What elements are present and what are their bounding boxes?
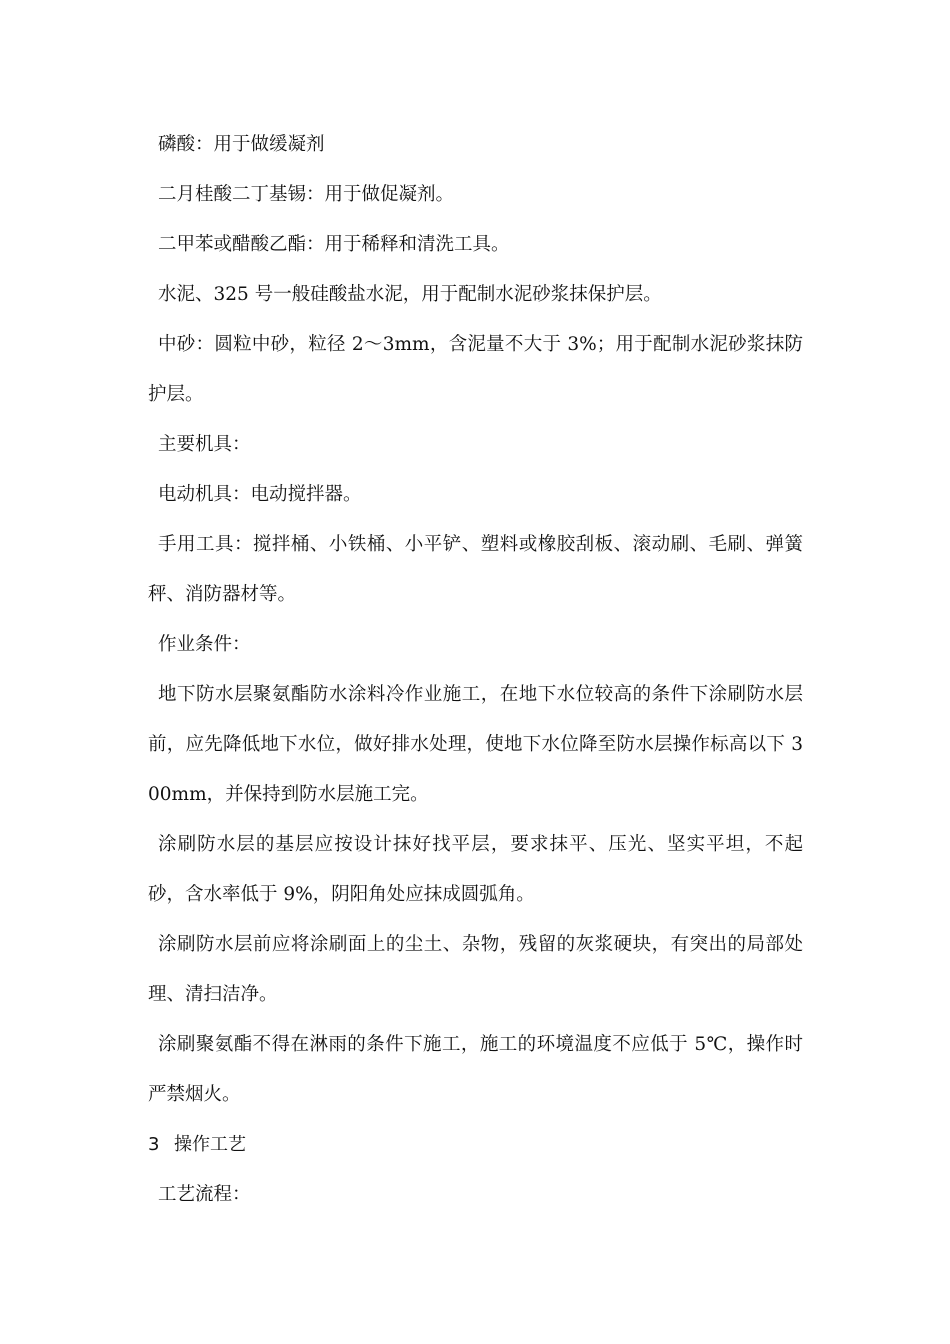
paragraph-cement: 水泥、325 号一般硅酸盐水泥，用于配制水泥砂浆抹保护层。 bbox=[158, 284, 662, 305]
paragraph-process-flow-label: 工艺流程： bbox=[158, 1184, 251, 1205]
paragraph-main-tools-label: 主要机具： bbox=[158, 434, 251, 455]
paragraph-groundwater: 地下防水层聚氨酯防水涂料冷作业施工，在地下水位较高的条件下涂刷防水层前，应先降低地下水位，做好排水处理，使地下水位降至防水层操作标高以下 300mm，并保持到防水层施工完。 bbox=[148, 684, 803, 805]
paragraph-electric-tools: 电动机具：电动搅拌器。 bbox=[158, 484, 362, 505]
paragraph-hand-tools: 手用工具：搅拌桶、小铁桶、小平铲、塑料或橡胶刮板、滚动刷、毛刷、弹簧秤、消防器材等。 bbox=[148, 534, 803, 605]
paragraph-base-layer: 涂刷防水层的基层应按设计抹好找平层，要求抹平、压光、坚实平坦，不起砂，含水率低于 9%，阴阳角处应抹成圆弧角。 bbox=[148, 834, 803, 905]
document-body bbox=[148, 120, 803, 1220]
section-heading bbox=[148, 1120, 803, 1170]
paragraph-medium-sand: 中砂：圆粒中砂，粒径 2～3mm，含泥量不大于 3%；用于配制水泥砂浆抹防护层。 bbox=[148, 334, 803, 405]
section-title: 操作工艺 bbox=[174, 1134, 246, 1155]
paragraph-temperature: 涂刷聚氨酯不得在淋雨的条件下施工，施工的环境温度不应低于 5℃，操作时严禁烟火。 bbox=[148, 1034, 803, 1105]
paragraph-phosphoric-acid: 磷酸：用于做缓凝剂 bbox=[158, 134, 325, 155]
paragraph-work-conditions-label: 作业条件： bbox=[158, 634, 251, 655]
paragraph-cleaning: 涂刷防水层前应将涂刷面上的尘土、杂物，残留的灰浆硬块，有突出的局部处理、清扫洁净。 bbox=[148, 934, 803, 1005]
paragraph-xylene: 二甲苯或醋酸乙酯：用于稀释和清洗工具。 bbox=[158, 234, 510, 255]
paragraph-dibutyltin: 二月桂酸二丁基锡：用于做促凝剂。 bbox=[158, 184, 455, 205]
section-number: 3 bbox=[148, 1134, 160, 1155]
